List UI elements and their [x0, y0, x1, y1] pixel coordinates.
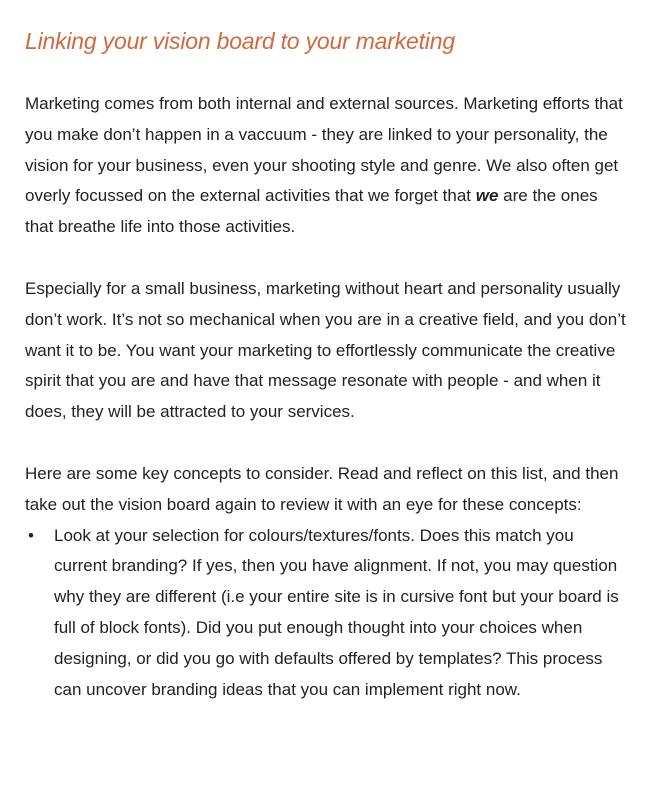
list-item-text: Look at your selection for colours/textures/fonts. Does this match you current branding? If yes, then you have alignment. If not, you may question why they are different (i.e your entire site is in cursive font but your board is full of block fonts). Did you put enough thought into your choices when designing, or did you go with defaults offered by templates? This process can uncover branding ideas that you can implement right now. [54, 525, 619, 699]
paragraph-text: Marketing comes from both internal and external sources. Marketing efforts that you make don’t happen in a vaccuum - they are linked to your personality, the vision for your business, even your shooting style and genre. We also often get overly focussed on the external activities that we forget that [25, 94, 623, 206]
paragraph-key-concepts: Here are some key concepts to consider. Read and reflect on this list, and then take out the vision board again to review it with an eye for these concepts: [25, 463, 619, 514]
emphasis-text: we [475, 186, 499, 206]
paragraph-marketing-sources [25, 89, 627, 243]
concepts-list [25, 521, 627, 706]
paragraph-small-business: Especially for a small business, marketing without heart and personality usually don’t work. It’s not so mechanical when you are in a creative field, and you don’t want it to be. You want your marketing to effortlessly communicate the creative spirit that you are and have that message resonate with people - and when it does, they will be attracted to your services. [25, 278, 626, 422]
bullet-icon: • [28, 525, 34, 545]
paragraph-text-end: are the ones that breathe life into those activities. [25, 186, 598, 237]
list-item [25, 521, 627, 706]
article-body [25, 24, 627, 705]
section-heading: Linking your vision board to your marketing [25, 28, 455, 54]
